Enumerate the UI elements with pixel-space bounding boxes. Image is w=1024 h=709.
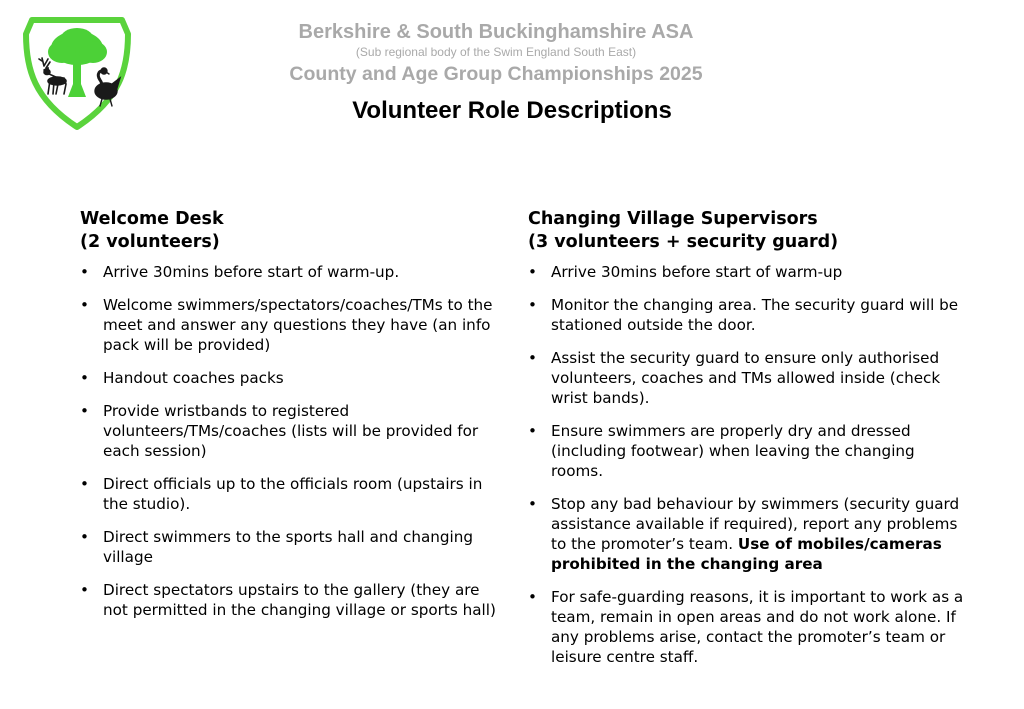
list-item: • Assist the security guard to ensure only authorised volunteers, coaches and TMs allowed inside (check wrist bands). xyxy=(528,348,968,408)
changing-village-title: Changing Village Supervisors xyxy=(528,209,818,229)
list-item: • For safe-guarding reasons, it is important to work as a team, remain in open areas and do not work alone. If any problems arise, contact the promoter’s team or leisure centre staff. xyxy=(528,587,968,667)
organisation-name: Berkshire & South Buckinghamshire ASA xyxy=(298,21,694,43)
changing-village-list xyxy=(528,262,968,667)
welcome-desk-section xyxy=(80,208,505,633)
page-title: Volunteer Role Descriptions xyxy=(352,97,672,124)
list-item: • Handout coaches packs xyxy=(80,368,505,388)
organisation-subtitle: (Sub regional body of the Swim England South East) xyxy=(355,45,637,59)
list-item: • Monitor the changing area. The security guard will be stationed outside the door. xyxy=(528,295,968,335)
championship-name: County and Age Group Championships 2025 xyxy=(289,63,703,85)
welcome-desk-count: (2 volunteers) xyxy=(80,232,220,252)
welcome-desk-title: Welcome Desk xyxy=(80,209,224,229)
list-item: • Arrive 30mins before start of warm-up. xyxy=(80,262,505,282)
mobile-prohibition-notice: Use of mobiles/cameras prohibited in the changing area xyxy=(551,535,942,573)
list-item: • Provide wristbands to registered volunteers/TMs/coaches (lists will be provided for each session) xyxy=(80,401,505,461)
list-item: • Ensure swimmers are properly dry and dressed (including footwear) when leaving the changing rooms. xyxy=(528,421,968,481)
list-item: • Stop any bad behaviour by swimmers (security guard assistance available if required), report any problems to the promoter’s team. Use of mobiles/cameras prohibited in the changing area xyxy=(528,494,968,574)
list-item: • Welcome swimmers/spectators/coaches/TMs to the meet and answer any questions they have (an info pack will be provided) xyxy=(80,295,505,355)
list-item: • Direct swimmers to the sports hall and changing village xyxy=(80,527,505,567)
changing-village-heading xyxy=(528,208,968,254)
list-item: • Direct spectators upstairs to the gallery (they are not permitted in the changing village or sports hall) xyxy=(80,580,505,620)
changing-village-count: (3 volunteers + security guard) xyxy=(528,232,839,252)
list-item: • Direct officials up to the officials room (upstairs in the studio). xyxy=(80,474,505,514)
welcome-desk-list xyxy=(80,262,505,620)
list-item: • Arrive 30mins before start of warm-up xyxy=(528,262,968,282)
welcome-desk-heading xyxy=(80,208,505,254)
changing-village-section xyxy=(528,208,968,680)
